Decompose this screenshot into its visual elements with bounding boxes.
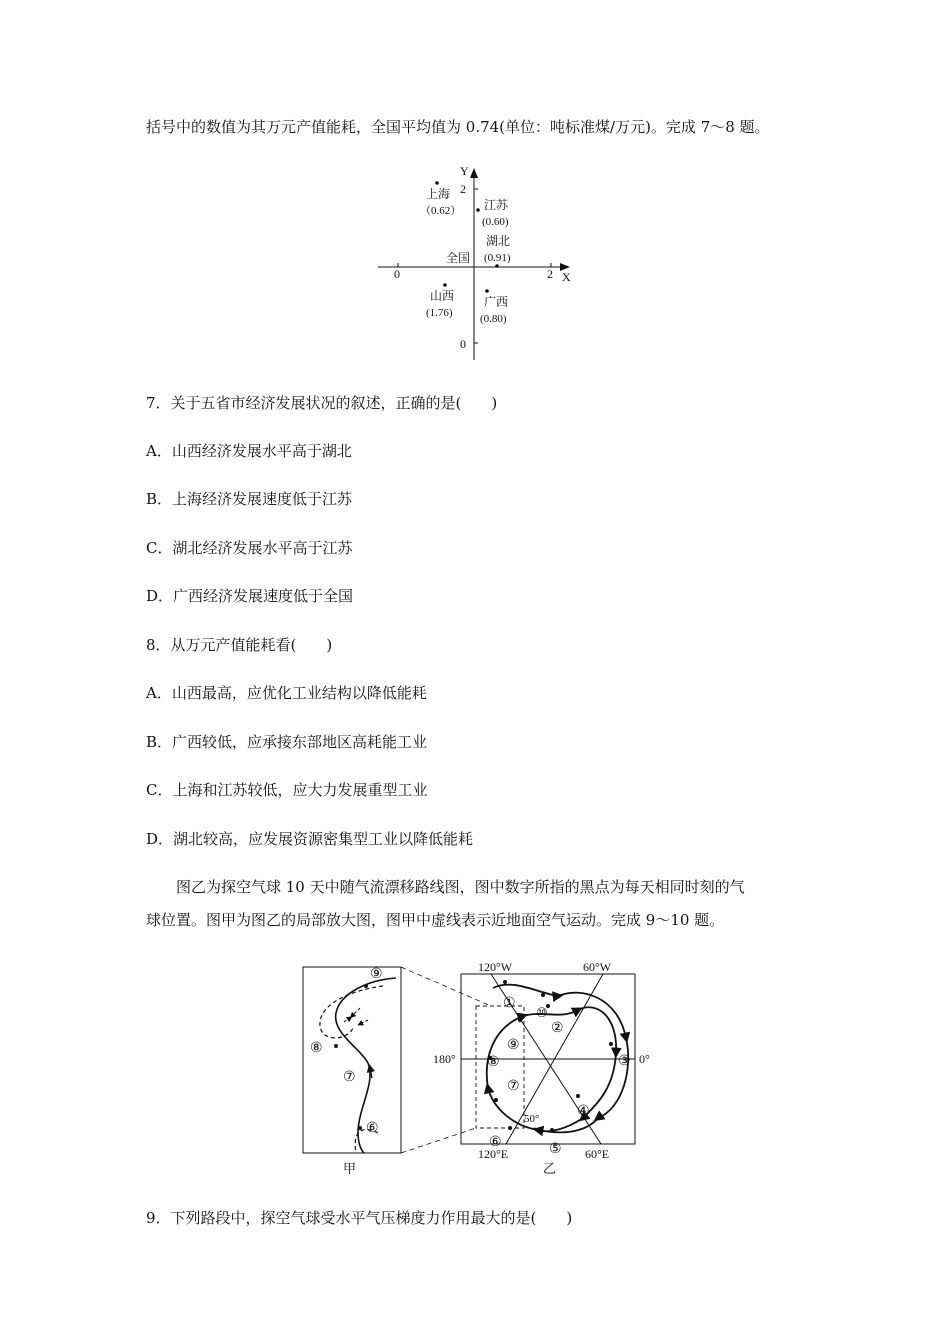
q8-option-a[interactable]: A．山西最高，应优化工业结构以降低能耗 [146, 684, 427, 702]
yi-marker-5: ⑤ [549, 1142, 562, 1157]
balloon-drift-figure [298, 958, 658, 1178]
q7-stem: 7．关于五省市经济发展状况的叙述，正确的是( ) [146, 394, 498, 412]
yi-marker-7: ⑦ [507, 1079, 520, 1094]
q9-stem: 9．下列路段中，探空气球受水平气压梯度力作用最大的是( ) [146, 1209, 573, 1227]
jia-frame [303, 967, 401, 1153]
label-shanghai: 上海 [426, 187, 451, 201]
jia-dashed-arrow-1 [352, 1008, 360, 1016]
energy-coordinate-figure [370, 158, 590, 368]
yi-marker-4: ④ [577, 1104, 590, 1119]
yi-marker-9: ⑨ [507, 1038, 520, 1053]
yi-marker-1: ① [503, 996, 516, 1011]
label-jiangsu: 江苏 [484, 198, 509, 212]
yi-caption: 乙 [543, 1161, 557, 1176]
point-jiangsu [476, 208, 480, 212]
intro2-line2: 球位置。图甲为图乙的局部放大图，图甲中虚线表示近地面空气运动。完成 9～10 题。 [146, 911, 725, 929]
value-hubei: (0.91) [484, 252, 511, 264]
value-guangxi: (0.80) [480, 313, 507, 325]
q7-option-a[interactable]: A．山西经济发展水平高于湖北 [146, 442, 352, 460]
jia-dashed-path-1 [320, 986, 383, 1038]
label-0: 0° [639, 1052, 650, 1066]
y-tick-bottom: 0 [460, 337, 466, 351]
y-tick-top: 2 [460, 182, 466, 196]
jia-marker-9: ⑨ [370, 967, 383, 982]
x-tick-right: 2 [547, 267, 553, 281]
q7-option-b[interactable]: B．上海经济发展速度低于江苏 [146, 490, 353, 508]
jia-marker-7: ⑦ [343, 1070, 356, 1085]
intro2-line1: 图乙为探空气球 10 天中随气流漂移路线图，图中数字所指的黑点为每天相同时刻的气 [176, 878, 745, 896]
label-hubei: 湖北 [486, 234, 511, 248]
point-guangxi [485, 289, 489, 293]
value-jiangsu: (0.60) [482, 216, 509, 228]
x-axis-label: X [562, 270, 571, 284]
jia-dashed-arrow-2 [360, 1020, 368, 1024]
jia-marker-6: ⑥ [366, 1121, 379, 1136]
label-national: 全国 [446, 251, 471, 265]
label-120w: 120°W [478, 960, 513, 974]
intro-text: 括号中的数值为其万元产值能耗，全国平均值为 0.74(单位：吨标准煤/万元)。完成 7～8 题。 [146, 118, 770, 136]
label-50: 50° [524, 1113, 540, 1125]
q8-stem: 8．从万元产值能耗看( ) [146, 636, 333, 654]
label-60w: 60°W [583, 960, 612, 974]
point-hubei [495, 264, 499, 268]
value-shanghai: （0.62） [420, 205, 462, 217]
jia-marker-8: ⑧ [310, 1041, 323, 1056]
label-120e: 120°E [478, 1147, 509, 1161]
label-guangxi: 广西 [484, 295, 509, 309]
value-shanxi: (1.76) [426, 307, 453, 319]
jia-caption: 甲 [343, 1161, 357, 1176]
yi-marker-2: ② [551, 1021, 564, 1036]
label-shanxi: 山西 [430, 289, 455, 303]
q8-option-b[interactable]: B．广西较低，应承接东部地区高耗能工业 [146, 733, 428, 751]
yi-marker-6: ⑥ [489, 1135, 502, 1150]
q8-option-d[interactable]: D．湖北较高，应发展资源密集型工业以降低能耗 [146, 830, 474, 848]
label-180: 180° [433, 1052, 456, 1066]
yi-marker-10: ⑩ [536, 1005, 548, 1020]
q7-option-c[interactable]: C．湖北经济发展水平高于江苏 [146, 539, 353, 557]
yi-marker-3: ③ [618, 1054, 631, 1069]
y-axis-arrow [470, 168, 478, 178]
q8-option-c[interactable]: C．上海和江苏较低，应大力发展重型工业 [146, 781, 428, 799]
jia-dashed-arrow-3 [344, 1018, 350, 1022]
y-axis-label: Y [460, 164, 469, 178]
label-60e: 60°E [585, 1147, 610, 1161]
point-shanxi [443, 283, 447, 287]
q7-option-d[interactable]: D．广西经济发展速度低于全国 [146, 587, 354, 605]
x-tick-left: 0 [394, 267, 400, 281]
yi-marker-8: ⑧ [487, 1055, 500, 1070]
point-shanghai [435, 181, 439, 185]
